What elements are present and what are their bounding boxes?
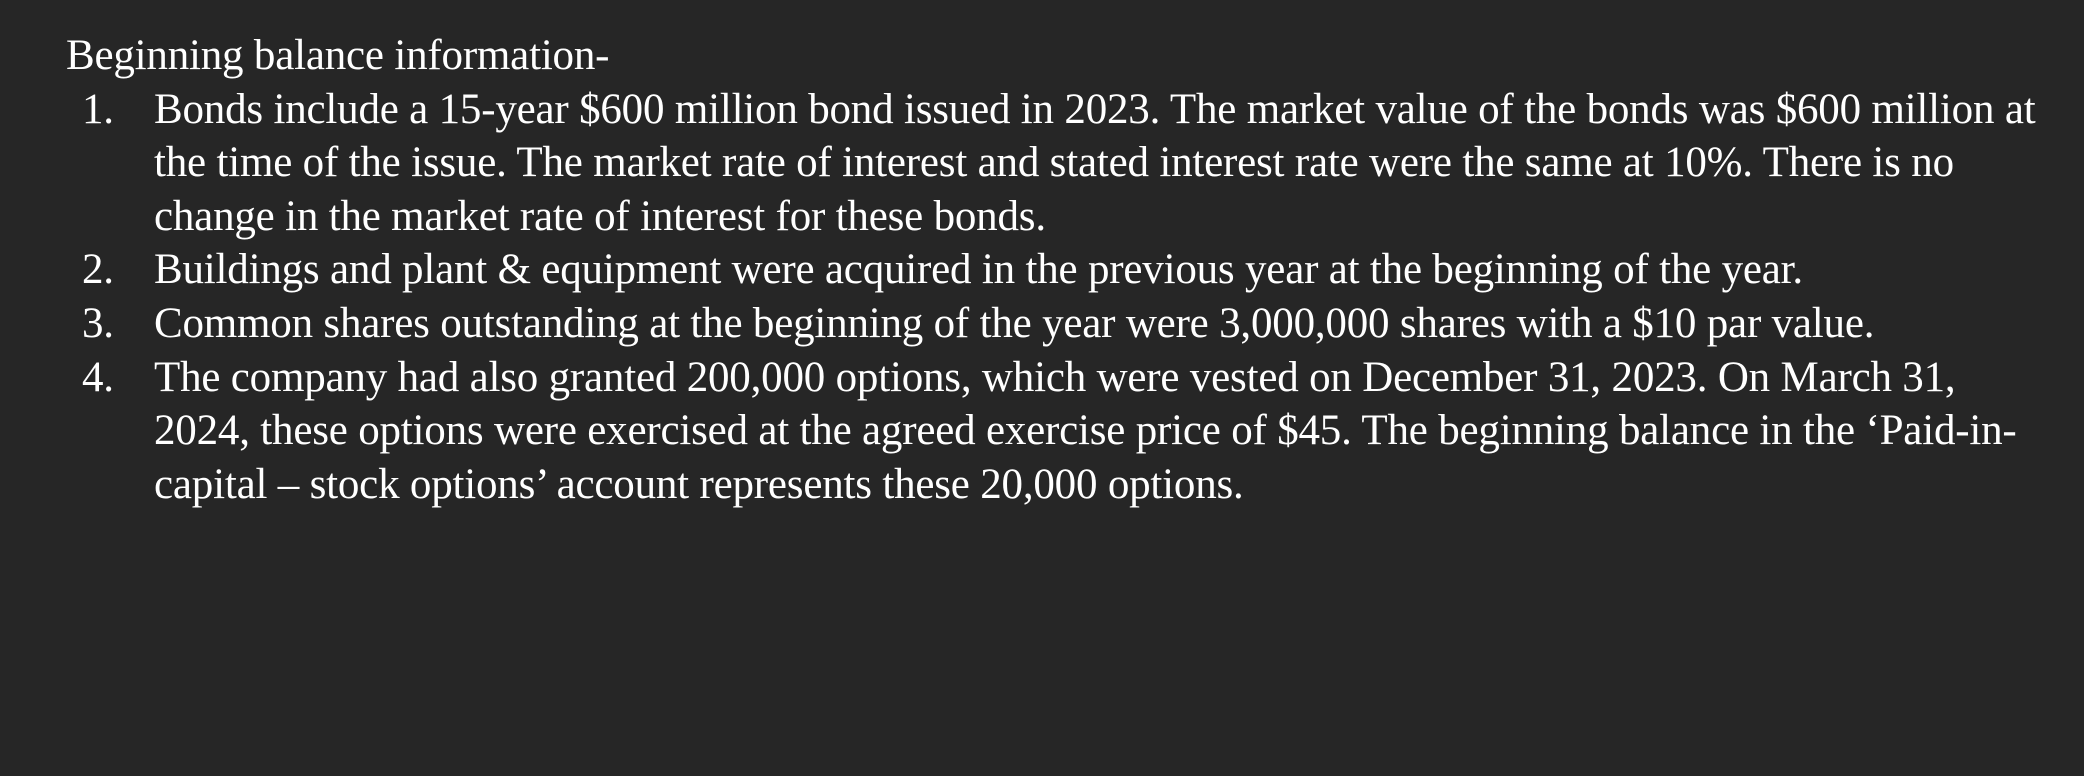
list-item (66, 243, 2056, 297)
list-item-number: 4. (82, 353, 114, 401)
list-item-number: 1. (82, 85, 114, 133)
list-item-text: Bonds include a 15-year $600 million bond issued in 2023. The market value of the bonds was $600 million at the time of the issue. The market rate of interest and stated interest rate were the same at 10%. There is no change in the market rate of interest for these bonds. (154, 85, 2036, 240)
list-item-number: 2. (82, 246, 114, 294)
list-item-number: 3. (82, 299, 114, 347)
document-body (66, 29, 2056, 511)
list-item-text: The company had also granted 200,000 options, which were vested on December 31, 2023. On March 31, 2024, these options were exercised at the agreed exercise price of $45. The beginning balance in the ‘Paid-in-capital – stock options’ account represents these 20,000 options. (154, 353, 2017, 508)
list-item (66, 351, 2056, 512)
list-item (66, 83, 2056, 244)
list-item (66, 297, 2056, 351)
list-item-text: Common shares outstanding at the beginning of the year were 3,000,000 shares with a $10 par value. (154, 299, 1875, 347)
section-heading: Beginning balance information- (66, 32, 610, 79)
numbered-list (66, 83, 2056, 512)
list-item-text: Buildings and plant & equipment were acquired in the previous year at the beginning of the year. (154, 246, 1803, 294)
